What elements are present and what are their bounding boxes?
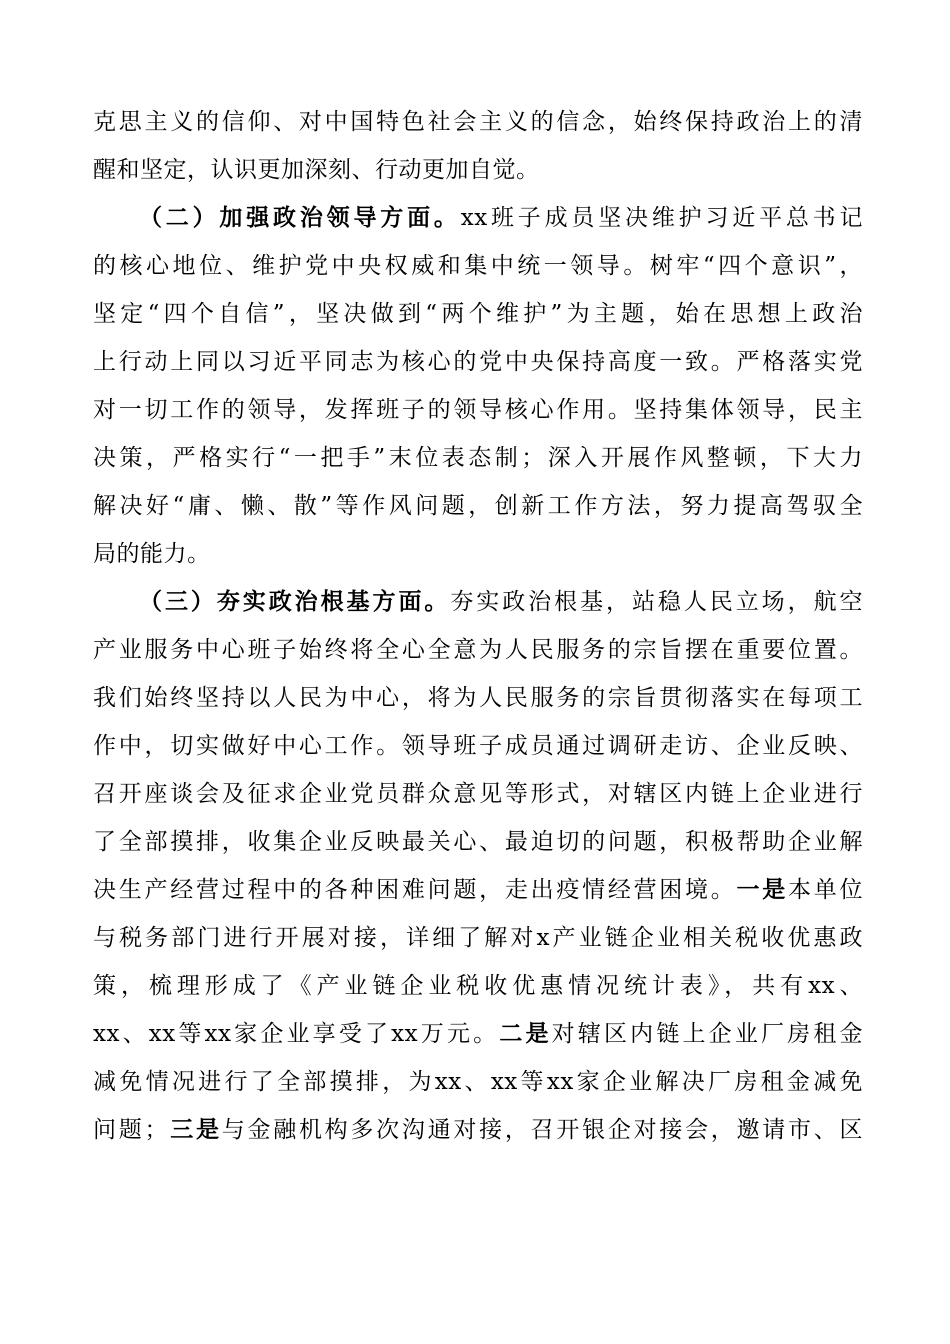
body-text: 我们始终坚持以人民为中心，将为人民服务的宗旨贯彻落实在每项工 — [93, 685, 863, 711]
paragraph-p0 — [93, 98, 863, 194]
body-text: 醒和坚定，认识更加深刻、行动更加自觉。 — [93, 157, 540, 183]
bold-heading-text: 一是 — [736, 877, 789, 903]
bold-heading-text: （三）夯实政治根基方面。 — [139, 589, 451, 615]
body-text: 上行动上同以习近平同志为核心的党中央保持高度一致。严格落实党 — [93, 349, 863, 375]
body-text: 克思主义的信仰、对中国特色社会主义的信念，始终保持政治上的清 — [93, 109, 863, 135]
body-text: 局的能力。 — [93, 541, 211, 567]
body-text: 决生产经营过程中的各种困难问题，走出疫情经营困境。 — [93, 877, 737, 903]
document-body — [93, 98, 863, 1154]
text-line — [93, 146, 863, 194]
text-line — [93, 530, 863, 578]
text-line — [93, 338, 863, 386]
body-text: 减免情况进行了全部摸排，为xx、xx等xx家企业解决厂房租金减免 — [93, 1069, 863, 1095]
body-text: 了全部摸排，收集企业反映最关心、最迫切的问题，积极帮助企业解 — [93, 829, 863, 855]
body-text: 决策，严格实行“一把手”末位表态制；深入开展作风整顿，下大力 — [93, 445, 863, 471]
text-line — [93, 818, 863, 866]
body-text: 产业服务中心班子始终将全心全意为人民服务的宗旨摆在重要位置。 — [93, 637, 863, 663]
text-line — [93, 578, 863, 626]
body-text: 对辖区内链上企业厂房租金 — [551, 1021, 864, 1047]
body-text: xx、xx等xx家企业享受了xx万元。 — [93, 1021, 500, 1047]
text-line — [93, 434, 863, 482]
text-line — [93, 1010, 863, 1058]
text-line — [93, 386, 863, 434]
body-text: 坚定“四个自信”，坚决做到“两个维护”为主题，始在思想上政治 — [93, 301, 863, 327]
body-text: 本单位 — [788, 877, 864, 903]
text-line — [93, 1058, 863, 1106]
text-line — [93, 482, 863, 530]
paragraph-p1 — [93, 194, 863, 578]
text-line — [93, 290, 863, 338]
paragraph-p2 — [93, 578, 863, 1154]
text-line — [93, 914, 863, 962]
body-text: xx班子成员坚决维护习近平总书记 — [460, 205, 863, 231]
text-line — [93, 866, 863, 914]
text-line — [93, 770, 863, 818]
body-text: 作中，切实做好中心工作。领导班子成员通过调研走访、企业反映、 — [93, 733, 863, 759]
text-line — [93, 1106, 863, 1154]
text-line — [93, 194, 863, 242]
bold-heading-text: 三是 — [167, 1117, 222, 1143]
text-line — [93, 722, 863, 770]
body-text: 召开座谈会及征求企业党员群众意见等形式，对辖区内链上企业进行 — [93, 781, 863, 807]
bold-heading-text: 二是 — [499, 1021, 552, 1047]
body-text: 夯实政治根基，站稳人民立场，航空 — [450, 589, 864, 615]
bold-heading-text: （二）加强政治领导方面。 — [139, 205, 461, 231]
body-text: 对一切工作的领导，发挥班子的领导核心作用。坚持集体领导，民主 — [93, 397, 863, 423]
body-text: 问题； — [93, 1117, 168, 1143]
text-line — [93, 626, 863, 674]
text-line — [93, 962, 863, 1010]
body-text: 与金融机构多次沟通对接，召开银企对接会，邀请市、区 — [221, 1117, 864, 1143]
body-text: 的核心地位、维护党中央权威和集中统一领导。树牢“四个意识”， — [93, 253, 863, 279]
body-text: 与税务部门进行开展对接，详细了解对x产业链企业相关税收优惠政 — [93, 925, 863, 951]
body-text: 解决好“庸、懒、散”等作风问题，创新工作方法，努力提高驾驭全 — [93, 493, 863, 519]
text-line — [93, 98, 863, 146]
body-text: 策，梳理形成了《产业链企业税收优惠情况统计表》，共有xx、 — [93, 973, 863, 999]
text-line — [93, 242, 863, 290]
text-line — [93, 674, 863, 722]
